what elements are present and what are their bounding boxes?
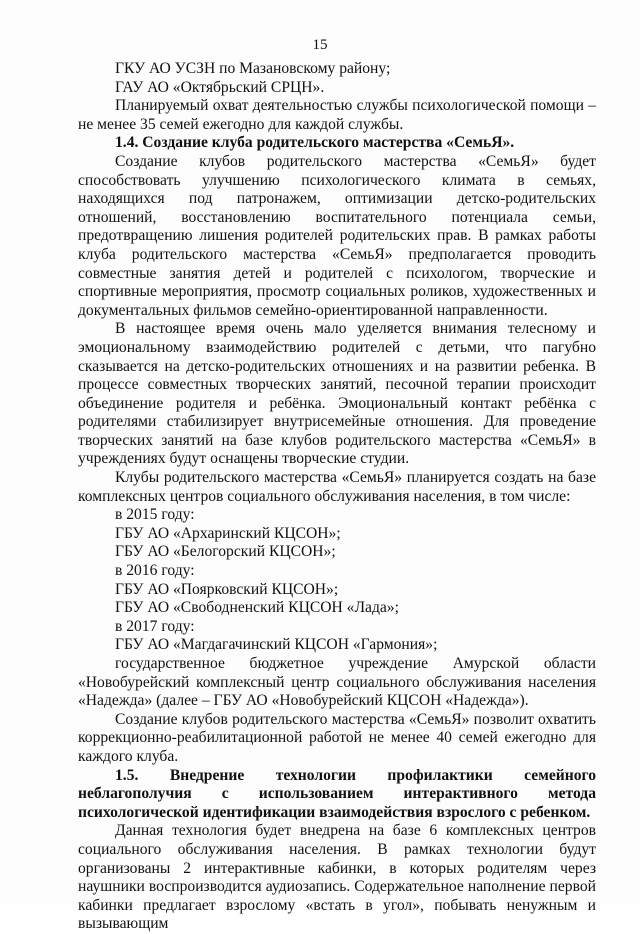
paragraph: государственное бюджетное учреждение Амурской области «Новобурейский комплексный центр социального обслуживания населения «Надежда» (далее – ГБУ АО «Новобурейский КЦСОН «Надежда»). — [78, 655, 596, 710]
paragraph: Данная технология будет внедрена на базе 6 комплексных центров социального обслуживания населения. В рамках технологии будут организованы 2 интерактивные кабинки, в которых родителям через наушники воспроизводится аудиозапись. Содержательное наполнение первой кабинки предлагает взрослому «встать в угол», побывать ненужным и вызывающим — [78, 822, 596, 933]
section-heading: 1.5. Внедрение технологии профилактики семейного неблагополучия с использованием интерактивного метода психологической идентификации взаимодействия взрослого с ребенком. — [78, 766, 596, 821]
list-item: ГБУ АО «Свободненский КЦСОН «Лада»; — [115, 599, 399, 617]
list-item: ГБУ АО «Белогорский КЦСОН»; — [115, 543, 336, 561]
section-heading: 1.4. Создание клуба родительского мастерства «СемьЯ». — [115, 134, 515, 152]
list-item: в 2017 году: — [115, 617, 195, 635]
list-item: ГБУ АО «Магдагачинский КЦСОН «Гармония»; — [115, 636, 438, 654]
paragraph: ГКУ АО УСЗН по Мазановскому району; — [115, 60, 391, 77]
paragraph: ГАУ АО «Октябрьский СРЦН». — [115, 78, 325, 96]
paragraph: Создание клубов родительского мастерства «СемьЯ» позволит охватить коррекционно-реабилитационной работой не менее 40 семей ежегодно для каждого клуба. — [78, 710, 596, 765]
paragraph: Создание клубов родительского мастерства «СемьЯ» будет способствовать улучшению психологического климата в семьях, находящихся под патронажем, оптимизации детско-родительских отношений, восстановлению воспитательного потенциала семьи, предотвращению лишения родителей родительских прав. В рамках работы клуба родительского мастерства «СемьЯ» предполагается проводить совместные занятия детей и родителей с психологом, творческие и спортивные мероприятия, просмотр социальных роликов, художественных и документальных фильмов семейно-ориентированной направленности. — [78, 152, 596, 319]
paragraph: Клубы родительского мастерства «СемьЯ» планируется создать на базе комплексных центров социального обслуживания населения, в том числе: — [78, 469, 596, 505]
list-item: ГБУ АО «Архаринский КЦСОН»; — [115, 524, 341, 542]
page-number: 15 — [312, 37, 328, 53]
list-item: в 2016 году: — [115, 562, 195, 580]
paragraph: В настоящее время очень мало уделяется внимания телесному и эмоциональному взаимодействию родителей с детьми, что пагубно сказывается на детско-родительских отношениях и на развитии ребенка. В процессе совместных творческих занятий, песочной терапии происходит объединение родителя и ребёнка. Эмоциональный контакт ребёнка с родителями стабилизирует внутрисемейные отношения. Для проведение творческих занятий на базе клубов родительского мастерства «СемьЯ» в учреждениях будут оснащены творческие студии. — [78, 320, 596, 468]
list-item: в 2015 году: — [115, 506, 195, 524]
list-item: ГБУ АО «Поярковский КЦСОН»; — [115, 580, 339, 598]
body-text — [78, 60, 596, 934]
paragraph: Планируемый охват деятельностью службы психологической помощи – не менее 35 семей ежегодно для каждой службы. — [78, 97, 596, 133]
